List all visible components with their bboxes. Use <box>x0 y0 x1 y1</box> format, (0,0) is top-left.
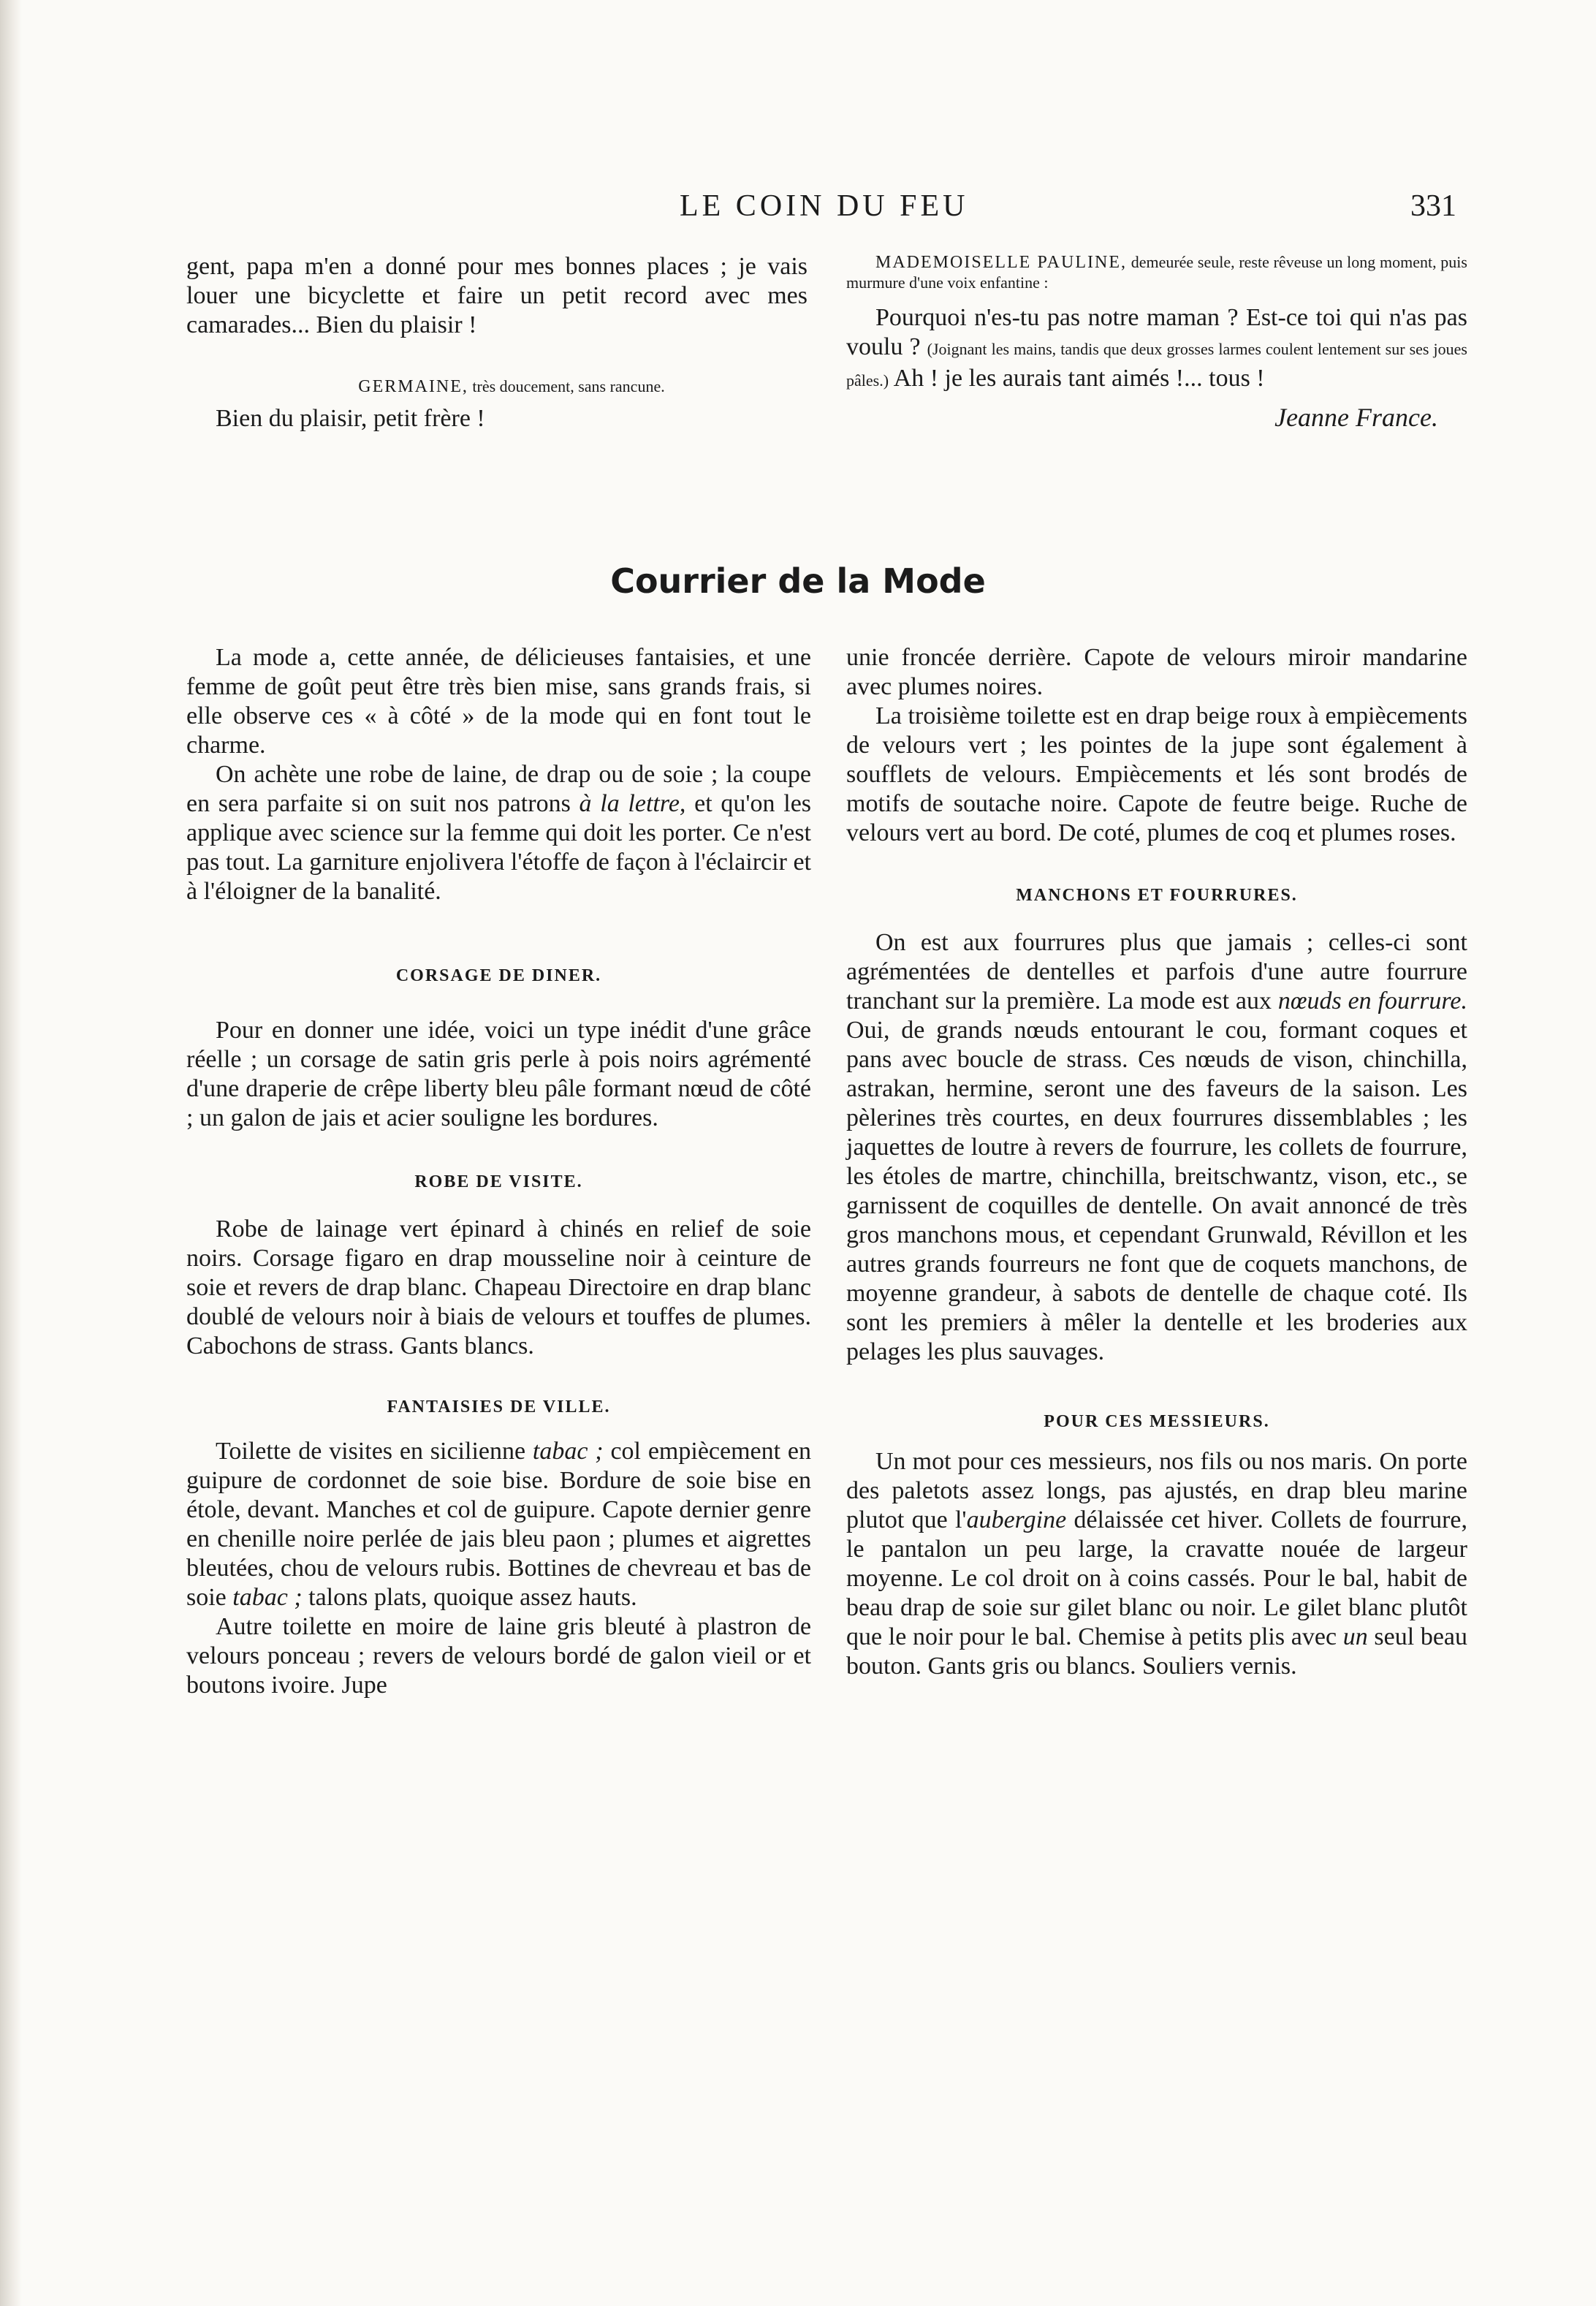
direction-text: très doucement, sans rancune. <box>472 377 665 395</box>
running-title: LE COIN DU FEU <box>680 189 969 223</box>
subheading: ROBE DE VISITE. <box>414 1172 583 1191</box>
direction-text: demeurée seule, reste rêveuse un long moment, puis murmure d'une voix enfantine : <box>846 253 1467 292</box>
page-header <box>0 189 1596 232</box>
emphasis: un <box>1342 1623 1368 1650</box>
paragraph-text: Un mot pour ces messieurs, nos fils ou nos maris. On porte des paletots assez longs, pas ajustés, en drap bleu marine plutot que l' <box>846 1448 1467 1533</box>
speaker-name: GERMAINE, <box>358 377 468 396</box>
subheading: CORSAGE DE DINER. <box>395 966 602 985</box>
paragraph-text: seul beau bouton. Gants gris ou blancs. Souliers vernis. <box>846 1623 1468 1680</box>
paragraph-text: On est aux fourrures plus que jamais ; celles-ci sont agrémentées de dentelles et parfois d'une autre fourrure tranchant sur la première. La mode est aux <box>846 929 1467 1014</box>
dialogue-text: Ah ! je les aurais tant aimés !... tous ! <box>893 365 1265 392</box>
paragraph: Autre toilette en moire de laine gris bleuté à plastron de velours ponceau ; revers de velours bordé de galon vieil or et boutons ivoire. Jupe <box>186 1613 811 1699</box>
paragraph-text: On achète une robe de laine, de drap ou de soie ; la coupe en sera parfaite si on suit nos patrons <box>186 761 811 817</box>
article-right-column <box>846 643 1467 1681</box>
stage-direction <box>186 376 808 397</box>
section-title: Courrier de la Mode <box>610 561 986 601</box>
dialogue-line <box>846 303 1467 395</box>
paragraph: unie froncée derrière. Capote de velours miroir mandarine avec plumes noires. <box>846 644 1467 700</box>
paragraph-text: délaissée cet hiver. Collets de fourrure, le pantalon un peu large, la cravatte nouée de largeur moyenne. Le col droit on à coins cassés. Pour le bal, habit de beau drap de soie sur gilet blanc ou noir. Le gilet blanc plutôt que le noir pour le bal. Chemise à petits plis avec <box>846 1506 1467 1650</box>
dialogue-line: gent, papa m'en a donné pour mes bonnes places ; je vais louer une bicyclette et faire un petit record avec mes camarades... Bien du plaisir ! <box>186 253 808 338</box>
dialogue-text: Pourquoi n'es-tu pas notre maman ? Est-ce toi qui n'as pas voulu ? <box>846 304 1467 360</box>
page-number: 331 <box>1410 189 1456 223</box>
page-binding-edge <box>0 0 22 2306</box>
stage-direction <box>846 252 1467 293</box>
subheading: MANCHONS ET FOURRURES. <box>1016 886 1298 905</box>
dialogue-right <box>846 252 1467 432</box>
aside-direction: (Joignant les mains, tandis que deux grosses larmes coulent lentement sur ses joues pâles.) <box>846 340 1467 390</box>
emphasis: à la lettre, <box>579 790 686 817</box>
article-left-column <box>186 643 811 1700</box>
subheading: FANTAISIES DE VILLE. <box>387 1397 611 1416</box>
paragraph <box>186 760 811 906</box>
paragraph-text: Toilette de visites en sicilienne <box>216 1438 526 1465</box>
emphasis: nœuds en fourrure. <box>1277 987 1467 1014</box>
emphasis: tabac ; <box>532 1438 604 1465</box>
paragraph <box>186 1437 811 1612</box>
paragraph-text: talons plats, quoique assez hauts. <box>308 1584 637 1611</box>
speaker-name: MADEMOISELLE PAULINE, <box>875 253 1127 272</box>
paragraph-text: col empiècement en guipure de cordonnet de soie bise. Bordure de soie bise en étole, devant. Manches et col de guipure. Capote dernier genre en chenille noire perlée de jais bleu paon ; plumes et aigrettes bleutées, chou de velours rubis. Bottines de chevreau et bas de soie <box>186 1438 812 1611</box>
emphasis: aubergine <box>966 1506 1067 1533</box>
emphasis: tabac ; <box>232 1584 303 1611</box>
paragraph <box>846 1447 1467 1681</box>
dialogue-line: Bien du plaisir, petit frère ! <box>216 405 485 432</box>
paragraph-text: et qu'on les applique avec science sur la femme qui doit les porter. Ce n'est pas tout. La garniture enjolivera l'étoffe de façon à l'éclaircir et à l'éloigner de la banalité. <box>186 790 812 905</box>
subheading: POUR CES MESSIEURS. <box>1044 1412 1270 1431</box>
author-signature: Jeanne France. <box>1274 403 1438 432</box>
paragraph: La mode a, cette année, de délicieuses fantaisies, et une femme de goût peut être très bien mise, sans grands frais, si elle observe ces « à côté » de la mode qui en font tout le charme. <box>186 644 811 759</box>
paragraph: La troisième toilette est en drap beige roux à empiècements de velours vert ; les pointes de la jupe sont également à soufflets de velours. Empiècements et lés sont brodés de motifs de soutache noire. Capote de feutre beige. Ruche de velours vert au bord. De coté, plumes de coq et plumes roses. <box>846 702 1467 846</box>
paragraph-text: Oui, de grands nœuds entourant le cou, formant coques et pans avec boucle de strass. Ces nœuds de vison, chinchilla, astrakan, hermine, seront une des faveurs de la saison. Les pèlerines très courtes, en deux fourrures dissemblables ; les jaquettes de loutre à revers de fourrure, les collets de fourrure, les étoles de martre, chinchilla, breitschwantz, vison, etc., se garnissent de coquilles de dentelle. On avait annoncé de très gros manchons mous, et cependant Grunwald, Révillon et les autres grands fourreurs ne font que de coquets manchons, de moyenne grandeur, à sabots de dentelle de chaque coté. Ils sont les premiers à mêler la dentelle et les broderies aux pelages les plus sauvages. <box>846 1017 1467 1365</box>
paragraph: Robe de lainage vert épinard à chinés en relief de soie noirs. Corsage figaro en drap mousseline noir à ceinture de soie et revers de drap blanc. Chapeau Directoire en drap blanc doublé de velours noir à biais de velours et touffes de plumes. Cabochons de strass. Gants blancs. <box>186 1215 811 1359</box>
paragraph <box>846 928 1467 1367</box>
dialogue-left <box>186 252 808 433</box>
paragraph: Pour en donner une idée, voici un type inédit d'une grâce réelle ; un corsage de satin gris perle à pois noirs agrémenté d'une draperie de crêpe liberty bleu pâle formant nœud de côté ; un galon de jais et acier souligne les bordures. <box>186 1017 811 1131</box>
